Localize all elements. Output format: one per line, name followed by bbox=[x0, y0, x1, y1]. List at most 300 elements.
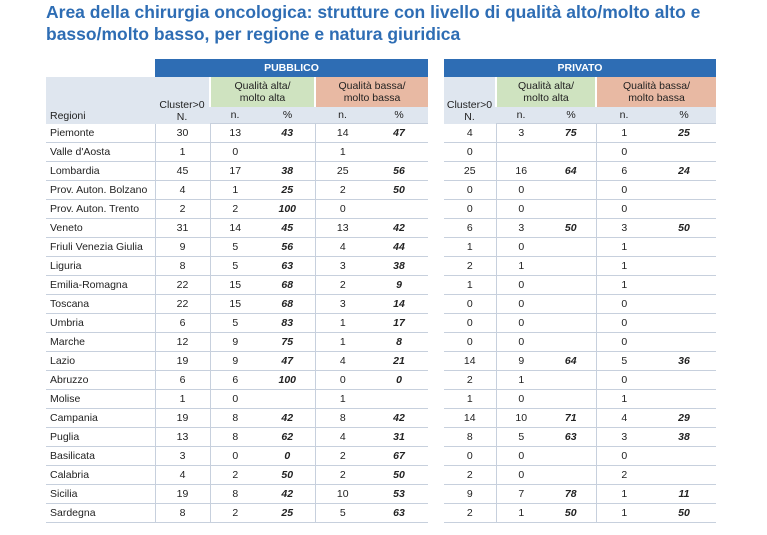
private-cluster-count: 2 bbox=[444, 466, 496, 485]
public-low-count: 1 bbox=[315, 333, 370, 352]
private-cluster-count: 1 bbox=[444, 390, 496, 409]
region-name: Molise bbox=[46, 390, 155, 409]
public-low-pct: 0 bbox=[370, 371, 428, 390]
private-high-pct bbox=[546, 447, 596, 466]
private-low-count: 1 bbox=[596, 390, 652, 409]
sub-header-pct: % bbox=[370, 107, 428, 124]
private-cluster-count: 0 bbox=[444, 143, 496, 162]
public-cluster-count: 1 bbox=[155, 143, 210, 162]
table-row bbox=[444, 238, 716, 257]
private-low-pct bbox=[652, 390, 716, 409]
public-low-count: 4 bbox=[315, 428, 370, 447]
table-row bbox=[444, 352, 716, 371]
region-name: Prov. Auton. Bolzano bbox=[46, 181, 155, 200]
public-low-count: 10 bbox=[315, 485, 370, 504]
public-high-pct: 68 bbox=[260, 276, 315, 295]
public-cluster-count: 8 bbox=[155, 504, 210, 523]
public-high-count: 5 bbox=[210, 238, 260, 257]
public-low-pct: 21 bbox=[370, 352, 428, 371]
public-cluster-count: 8 bbox=[155, 257, 210, 276]
public-cluster-count: 6 bbox=[155, 314, 210, 333]
sub-header-pct: % bbox=[260, 107, 315, 124]
private-cluster-count: 1 bbox=[444, 276, 496, 295]
public-high-pct: 45 bbox=[260, 219, 315, 238]
public-low-pct: 50 bbox=[370, 181, 428, 200]
table-row bbox=[444, 200, 716, 219]
private-high-pct bbox=[546, 295, 596, 314]
public-low-count: 25 bbox=[315, 162, 370, 181]
private-low-count: 0 bbox=[596, 371, 652, 390]
private-low-count: 0 bbox=[596, 181, 652, 200]
public-high-pct: 0 bbox=[260, 447, 315, 466]
table-row bbox=[444, 295, 716, 314]
public-high-pct: 62 bbox=[260, 428, 315, 447]
table-row bbox=[444, 409, 716, 428]
public-high-count: 9 bbox=[210, 352, 260, 371]
public-high-pct: 83 bbox=[260, 314, 315, 333]
table-row bbox=[46, 447, 428, 466]
quality-high-line2: molto alta bbox=[523, 92, 569, 104]
public-high-count: 13 bbox=[210, 124, 260, 143]
public-high-pct: 42 bbox=[260, 409, 315, 428]
public-high-count: 5 bbox=[210, 257, 260, 276]
private-low-pct: 29 bbox=[652, 409, 716, 428]
public-low-pct: 42 bbox=[370, 219, 428, 238]
public-low-pct: 31 bbox=[370, 428, 428, 447]
private-low-pct bbox=[652, 200, 716, 219]
region-name: Piemonte bbox=[46, 124, 155, 143]
table-row bbox=[444, 124, 716, 143]
public-low-count: 14 bbox=[315, 124, 370, 143]
region-name: Campania bbox=[46, 409, 155, 428]
public-low-pct bbox=[370, 390, 428, 409]
public-high-count: 9 bbox=[210, 333, 260, 352]
cluster-header-line1: Cluster>0 bbox=[159, 98, 205, 111]
private-cluster-count: 6 bbox=[444, 219, 496, 238]
public-cluster-count: 2 bbox=[155, 200, 210, 219]
public-high-count: 2 bbox=[210, 504, 260, 523]
region-name: Puglia bbox=[46, 428, 155, 447]
private-cluster-count: 2 bbox=[444, 371, 496, 390]
private-low-count: 0 bbox=[596, 200, 652, 219]
private-high-count: 16 bbox=[496, 162, 546, 181]
public-high-pct: 100 bbox=[260, 371, 315, 390]
public-low-pct: 9 bbox=[370, 276, 428, 295]
public-high-count: 8 bbox=[210, 409, 260, 428]
private-low-count: 1 bbox=[596, 485, 652, 504]
region-name: Toscana bbox=[46, 295, 155, 314]
public-cluster-count: 31 bbox=[155, 219, 210, 238]
quality-low-line1: Qualità bassa/ bbox=[622, 80, 691, 92]
private-high-pct bbox=[546, 390, 596, 409]
public-low-pct: 44 bbox=[370, 238, 428, 257]
public-high-count: 15 bbox=[210, 276, 260, 295]
cluster-header bbox=[444, 77, 496, 124]
public-low-pct bbox=[370, 143, 428, 162]
private-low-count: 3 bbox=[596, 219, 652, 238]
private-high-pct bbox=[546, 181, 596, 200]
public-cluster-count: 19 bbox=[155, 352, 210, 371]
private-low-pct bbox=[652, 314, 716, 333]
private-low-pct bbox=[652, 276, 716, 295]
cluster-header-line2: N. bbox=[176, 110, 188, 123]
private-low-pct: 24 bbox=[652, 162, 716, 181]
cluster-header bbox=[155, 77, 210, 124]
private-low-pct: 11 bbox=[652, 485, 716, 504]
private-high-pct bbox=[546, 200, 596, 219]
table-row bbox=[46, 257, 428, 276]
table-row bbox=[46, 219, 428, 238]
private-low-count: 2 bbox=[596, 466, 652, 485]
public-high-count: 6 bbox=[210, 371, 260, 390]
private-table bbox=[444, 59, 716, 523]
private-high-count: 0 bbox=[496, 390, 546, 409]
private-high-pct bbox=[546, 257, 596, 276]
private-high-count: 0 bbox=[496, 200, 546, 219]
private-high-count: 0 bbox=[496, 295, 546, 314]
public-high-pct: 63 bbox=[260, 257, 315, 276]
public-low-count: 4 bbox=[315, 238, 370, 257]
public-low-pct: 38 bbox=[370, 257, 428, 276]
region-name: Lombardia bbox=[46, 162, 155, 181]
table-row bbox=[46, 352, 428, 371]
private-low-count: 5 bbox=[596, 352, 652, 371]
cluster-header-line1: Cluster>0 bbox=[446, 98, 493, 111]
public-low-pct: 47 bbox=[370, 124, 428, 143]
private-high-count: 3 bbox=[496, 124, 546, 143]
sub-header-n: n. bbox=[315, 107, 370, 124]
private-high-pct bbox=[546, 238, 596, 257]
region-name: Abruzzo bbox=[46, 371, 155, 390]
private-low-count: 4 bbox=[596, 409, 652, 428]
private-high-pct: 64 bbox=[546, 162, 596, 181]
public-low-pct: 63 bbox=[370, 504, 428, 523]
private-low-pct: 38 bbox=[652, 428, 716, 447]
region-name: Lazio bbox=[46, 352, 155, 371]
public-cluster-count: 30 bbox=[155, 124, 210, 143]
public-table bbox=[46, 59, 428, 523]
public-high-pct: 68 bbox=[260, 295, 315, 314]
public-low-count: 1 bbox=[315, 390, 370, 409]
private-low-count: 1 bbox=[596, 124, 652, 143]
page-title: Area della chirurgia oncologica: strutture con livello di qualità alto/molto alto e basso/molto basso, per regione e natura giuridica bbox=[46, 2, 701, 44]
private-low-pct: 50 bbox=[652, 504, 716, 523]
public-low-count: 0 bbox=[315, 200, 370, 219]
quality-low-header bbox=[315, 77, 428, 107]
region-name: Marche bbox=[46, 333, 155, 352]
table-row bbox=[444, 466, 716, 485]
sub-header-n: n. bbox=[596, 107, 652, 124]
public-high-pct: 25 bbox=[260, 504, 315, 523]
table-row bbox=[46, 124, 428, 143]
table-row bbox=[46, 485, 428, 504]
table-row bbox=[444, 162, 716, 181]
private-high-count: 5 bbox=[496, 428, 546, 447]
regions-header: Regioni bbox=[46, 77, 155, 124]
quality-low-line2: molto bassa bbox=[628, 92, 685, 104]
table-row bbox=[444, 428, 716, 447]
private-table-body bbox=[444, 124, 716, 523]
private-cluster-count: 14 bbox=[444, 352, 496, 371]
public-high-count: 2 bbox=[210, 466, 260, 485]
table-row bbox=[46, 295, 428, 314]
private-low-pct bbox=[652, 447, 716, 466]
public-high-count: 1 bbox=[210, 181, 260, 200]
private-low-pct bbox=[652, 143, 716, 162]
private-high-count: 0 bbox=[496, 466, 546, 485]
table-row bbox=[46, 371, 428, 390]
table-row bbox=[46, 333, 428, 352]
private-cluster-count: 0 bbox=[444, 295, 496, 314]
private-low-pct: 25 bbox=[652, 124, 716, 143]
public-high-pct: 43 bbox=[260, 124, 315, 143]
private-high-count: 3 bbox=[496, 219, 546, 238]
public-high-pct: 42 bbox=[260, 485, 315, 504]
private-cluster-count: 0 bbox=[444, 333, 496, 352]
private-high-count: 0 bbox=[496, 314, 546, 333]
quality-low-line1: Qualità bassa/ bbox=[338, 80, 406, 92]
private-low-pct bbox=[652, 333, 716, 352]
table-row bbox=[46, 504, 428, 523]
table-row bbox=[444, 276, 716, 295]
table-row bbox=[46, 276, 428, 295]
private-high-count bbox=[496, 143, 546, 162]
public-cluster-count: 19 bbox=[155, 485, 210, 504]
private-high-pct: 71 bbox=[546, 409, 596, 428]
table-row bbox=[444, 390, 716, 409]
private-high-pct bbox=[546, 333, 596, 352]
public-low-count: 1 bbox=[315, 314, 370, 333]
private-cluster-count: 0 bbox=[444, 200, 496, 219]
table-row bbox=[444, 447, 716, 466]
public-high-pct bbox=[260, 143, 315, 162]
quality-high-line1: Qualità alta/ bbox=[517, 80, 575, 92]
region-name: Emilia-Romagna bbox=[46, 276, 155, 295]
private-high-count: 10 bbox=[496, 409, 546, 428]
private-cluster-count: 8 bbox=[444, 428, 496, 447]
table-row bbox=[444, 257, 716, 276]
public-high-count: 8 bbox=[210, 428, 260, 447]
private-high-count: 0 bbox=[496, 276, 546, 295]
private-high-count: 1 bbox=[496, 371, 546, 390]
private-high-pct: 50 bbox=[546, 219, 596, 238]
table-row bbox=[46, 181, 428, 200]
private-cluster-count: 4 bbox=[444, 124, 496, 143]
private-high-count: 0 bbox=[496, 333, 546, 352]
public-low-count: 1 bbox=[315, 143, 370, 162]
sub-header-pct: % bbox=[546, 107, 596, 124]
private-high-count: 0 bbox=[496, 447, 546, 466]
table-row bbox=[46, 143, 428, 162]
private-high-count: 1 bbox=[496, 257, 546, 276]
table-row bbox=[46, 466, 428, 485]
public-low-count: 2 bbox=[315, 466, 370, 485]
private-low-count: 0 bbox=[596, 333, 652, 352]
private-low-pct bbox=[652, 466, 716, 485]
private-low-pct bbox=[652, 371, 716, 390]
public-cluster-count: 22 bbox=[155, 276, 210, 295]
table-row bbox=[444, 371, 716, 390]
region-name: Veneto bbox=[46, 219, 155, 238]
table-row bbox=[444, 504, 716, 523]
private-group-header: PRIVATO bbox=[444, 59, 716, 77]
quality-high-line2: molto alta bbox=[239, 92, 286, 104]
public-cluster-count: 9 bbox=[155, 238, 210, 257]
public-high-count: 8 bbox=[210, 485, 260, 504]
region-name: Friuli Venezia Giulia bbox=[46, 238, 155, 257]
region-name: Valle d'Aosta bbox=[46, 143, 155, 162]
table-row bbox=[46, 390, 428, 409]
table-row bbox=[444, 333, 716, 352]
private-high-count: 7 bbox=[496, 485, 546, 504]
public-low-pct: 53 bbox=[370, 485, 428, 504]
public-cluster-count: 4 bbox=[155, 181, 210, 200]
public-low-count: 2 bbox=[315, 276, 370, 295]
private-cluster-count: 0 bbox=[444, 181, 496, 200]
public-low-pct: 14 bbox=[370, 295, 428, 314]
public-high-pct bbox=[260, 390, 315, 409]
private-low-pct: 50 bbox=[652, 219, 716, 238]
public-low-count: 5 bbox=[315, 504, 370, 523]
public-low-pct: 42 bbox=[370, 409, 428, 428]
table-row bbox=[46, 314, 428, 333]
private-high-pct: 78 bbox=[546, 485, 596, 504]
private-low-pct: 36 bbox=[652, 352, 716, 371]
public-high-pct: 56 bbox=[260, 238, 315, 257]
private-low-count: 1 bbox=[596, 257, 652, 276]
table-row bbox=[444, 219, 716, 238]
public-low-pct: 17 bbox=[370, 314, 428, 333]
region-name: Sardegna bbox=[46, 504, 155, 523]
public-cluster-count: 3 bbox=[155, 447, 210, 466]
public-high-pct: 25 bbox=[260, 181, 315, 200]
public-high-pct: 75 bbox=[260, 333, 315, 352]
public-cluster-count: 19 bbox=[155, 409, 210, 428]
private-cluster-count: 9 bbox=[444, 485, 496, 504]
private-high-count: 1 bbox=[496, 504, 546, 523]
private-high-pct: 50 bbox=[546, 504, 596, 523]
table-row bbox=[444, 314, 716, 333]
private-low-count: 0 bbox=[596, 295, 652, 314]
sub-header-n: n. bbox=[496, 107, 546, 124]
table-row bbox=[444, 485, 716, 504]
private-low-pct bbox=[652, 238, 716, 257]
private-high-pct: 64 bbox=[546, 352, 596, 371]
public-low-count: 13 bbox=[315, 219, 370, 238]
private-low-count: 1 bbox=[596, 504, 652, 523]
private-high-pct: 63 bbox=[546, 428, 596, 447]
private-low-count: 1 bbox=[596, 238, 652, 257]
private-low-count: 0 bbox=[596, 447, 652, 466]
private-high-pct bbox=[546, 143, 596, 162]
private-cluster-count: 25 bbox=[444, 162, 496, 181]
private-cluster-count: 2 bbox=[444, 257, 496, 276]
private-cluster-count: 0 bbox=[444, 314, 496, 333]
private-low-count: 3 bbox=[596, 428, 652, 447]
private-high-pct bbox=[546, 276, 596, 295]
private-cluster-count: 1 bbox=[444, 238, 496, 257]
private-low-count: 0 bbox=[596, 143, 652, 162]
private-low-pct bbox=[652, 295, 716, 314]
public-low-pct: 56 bbox=[370, 162, 428, 181]
public-high-count: 17 bbox=[210, 162, 260, 181]
table-row bbox=[46, 200, 428, 219]
table-row bbox=[46, 409, 428, 428]
public-low-pct bbox=[370, 200, 428, 219]
public-high-count: 2 bbox=[210, 200, 260, 219]
cluster-header-line2: N. bbox=[464, 110, 475, 123]
sub-header-n: n. bbox=[210, 107, 260, 124]
private-low-pct bbox=[652, 181, 716, 200]
private-cluster-count: 14 bbox=[444, 409, 496, 428]
public-low-count: 2 bbox=[315, 181, 370, 200]
public-cluster-count: 13 bbox=[155, 428, 210, 447]
table-row bbox=[444, 143, 716, 162]
quality-high-header bbox=[210, 77, 315, 107]
region-name: Umbria bbox=[46, 314, 155, 333]
private-high-count: 0 bbox=[496, 181, 546, 200]
public-low-pct: 67 bbox=[370, 447, 428, 466]
sub-header-pct: % bbox=[652, 107, 716, 124]
public-cluster-count: 4 bbox=[155, 466, 210, 485]
public-high-count: 15 bbox=[210, 295, 260, 314]
private-high-pct bbox=[546, 466, 596, 485]
private-cluster-count: 2 bbox=[444, 504, 496, 523]
private-cluster-count: 0 bbox=[444, 447, 496, 466]
table-row bbox=[46, 428, 428, 447]
public-low-count: 3 bbox=[315, 295, 370, 314]
quality-high-line1: Qualità alta/ bbox=[234, 80, 291, 92]
public-cluster-count: 22 bbox=[155, 295, 210, 314]
public-low-pct: 50 bbox=[370, 466, 428, 485]
table-row bbox=[46, 162, 428, 181]
public-high-count: 5 bbox=[210, 314, 260, 333]
public-high-count: 0 bbox=[210, 390, 260, 409]
region-name: Basilicata bbox=[46, 447, 155, 466]
public-cluster-count: 1 bbox=[155, 390, 210, 409]
public-high-count: 14 bbox=[210, 219, 260, 238]
public-high-count: 0 bbox=[210, 447, 260, 466]
public-low-count: 0 bbox=[315, 371, 370, 390]
public-low-pct: 8 bbox=[370, 333, 428, 352]
table-row bbox=[46, 238, 428, 257]
public-cluster-count: 12 bbox=[155, 333, 210, 352]
public-high-pct: 47 bbox=[260, 352, 315, 371]
public-low-count: 4 bbox=[315, 352, 370, 371]
private-high-pct: 75 bbox=[546, 124, 596, 143]
private-low-count: 0 bbox=[596, 314, 652, 333]
private-high-pct bbox=[546, 371, 596, 390]
quality-high-header bbox=[496, 77, 596, 107]
public-high-pct: 100 bbox=[260, 200, 315, 219]
private-high-pct bbox=[546, 314, 596, 333]
public-high-pct: 38 bbox=[260, 162, 315, 181]
private-low-pct bbox=[652, 257, 716, 276]
public-low-count: 3 bbox=[315, 257, 370, 276]
region-name: Calabria bbox=[46, 466, 155, 485]
public-cluster-count: 45 bbox=[155, 162, 210, 181]
private-high-count: 9 bbox=[496, 352, 546, 371]
private-high-count: 0 bbox=[496, 238, 546, 257]
private-low-count: 6 bbox=[596, 162, 652, 181]
private-low-count: 1 bbox=[596, 276, 652, 295]
public-low-count: 2 bbox=[315, 447, 370, 466]
region-name: Liguria bbox=[46, 257, 155, 276]
table-row bbox=[444, 181, 716, 200]
region-name: Prov. Auton. Trento bbox=[46, 200, 155, 219]
public-table-body bbox=[46, 124, 428, 523]
quality-low-line2: molto bassa bbox=[343, 92, 401, 104]
